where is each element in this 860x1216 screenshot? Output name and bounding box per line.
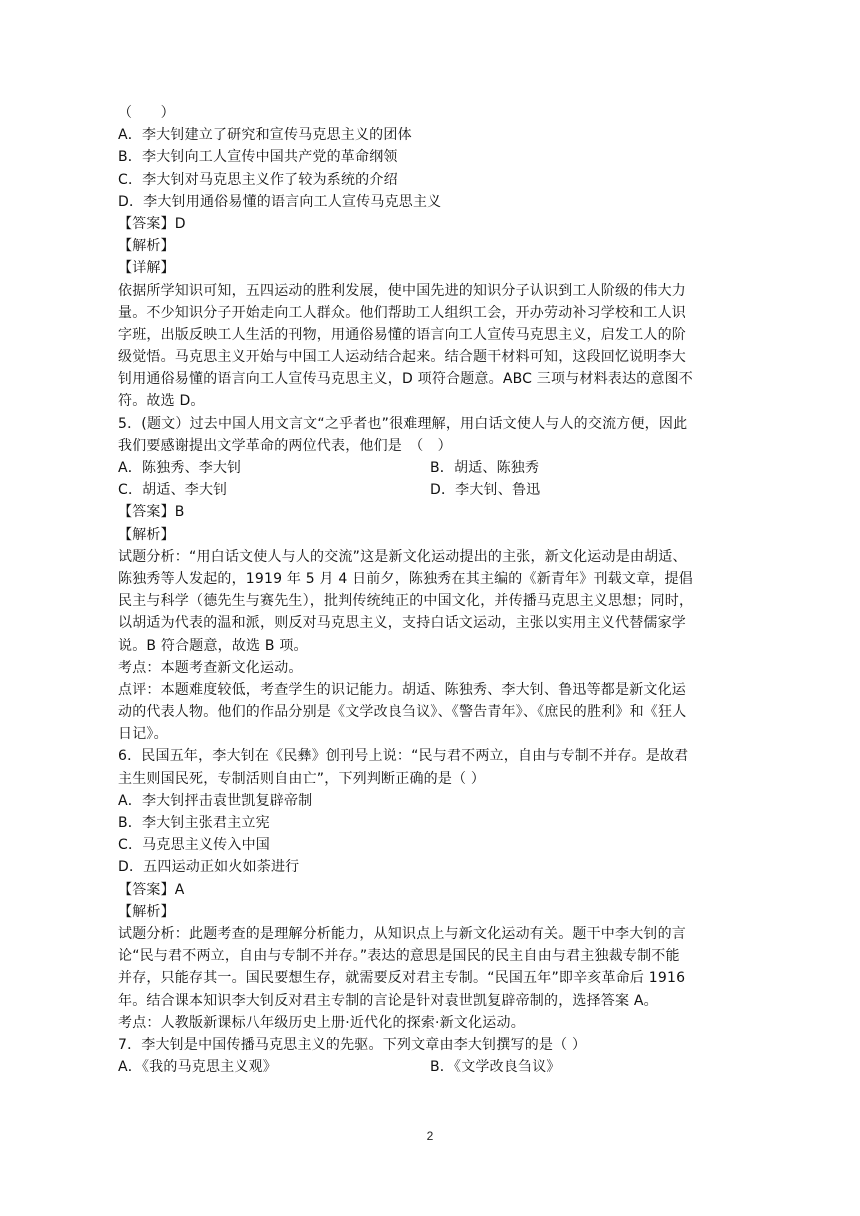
page-number: 2 <box>426 1129 434 1143</box>
q4-detail-label: 【详解】 <box>118 260 175 277</box>
q6-option-b: B．李大钊主张君主立宪 <box>118 815 270 831</box>
q4-detail-line: 量。不少知识分子开始走向工人群众。他们帮助工人组织工会，开办劳动补习学校和工人识 <box>118 304 686 321</box>
q5-options-row <box>118 457 742 479</box>
q5-stem-line: 5．(题文）过去中国人用文言文“之乎者也”很难理解，用白话文使人与人的交流方便，因此 <box>118 415 688 432</box>
q4-detail-line: 符。故选 D。 <box>118 393 205 410</box>
q5-stem-line: 我们要感谢提出文学革命的两位代表，他们是 （ ） <box>118 437 452 454</box>
q5-dianping-line: 点评：本题难度较低，考查学生的识记能力。胡适、陈独秀、李大钊、鲁迅等都是新文化运 <box>118 681 686 698</box>
q4-detail-line: 级觉悟。马克思主义开始与中国工人运动结合起来。结合题干材料可知，这段回忆说明李大 <box>118 349 686 366</box>
q4-detail-line: 钊用通俗易懂的语言向工人宣传马克思主义，D 项符合题意。ABC 三项与材料表达的意图不 <box>118 371 693 388</box>
q6-analysis-line: 年。结合课本知识李大钊反对君主专制的言论是针对袁世凯复辟帝制的，选择答案 A。 <box>118 992 658 1009</box>
q5-options-row <box>118 479 742 501</box>
q5-analysis-line: 民主与科学（德先生与赛先生），批判传统纯正的中国文化，并传播马克思主义思想；同时， <box>118 593 694 610</box>
q7-option-a: A．《我的马克思主义观》 <box>118 1059 277 1076</box>
q5-dianping-line: 动的代表人物。他们的作品分别是《文学改良刍议》、《警告青年》、《庶民的胜利》和《狂人 <box>118 704 687 721</box>
q5-analysis-label: 【解析】 <box>118 526 175 543</box>
q6-analysis-line: 试题分析：此题考查的是理解分析能力，从知识点上与新文化运动有关。题干中李大钊的言 <box>118 925 686 942</box>
q5-option-a: A．陈独秀、李大钊 <box>118 460 242 476</box>
q6-stem-line: 主生则国民死，专制活则自由亡”，下列判断正确的是（ ） <box>118 770 486 787</box>
q4-paren: （ ） <box>118 105 175 121</box>
q5-analysis-line: 说。B 符合题意，故选 B 项。 <box>118 637 308 654</box>
q6-analysis-line: 论“民与君不两立，自由与专制不并存。”表达的意思是国民的民主自由与君主独裁专制不能 <box>118 948 680 965</box>
q4-option-b: B．李大钊向工人宣传中国共产党的革命纲领 <box>118 149 398 166</box>
q7-option-b: B．《文学改良刍议》 <box>430 1059 561 1076</box>
q6-option-a: A．李大钊抨击袁世凯复辟帝制 <box>118 792 313 809</box>
q6-analysis-line: 并存，只能存其一。国民要想生存，就需要反对君主专制。“民国五年”即辛亥革命后 1916 <box>118 970 686 987</box>
q5-kaodian: 考点：本题考查新文化运动。 <box>118 659 303 676</box>
q6-analysis-label: 【解析】 <box>118 903 175 920</box>
q6-kaodian: 考点：人教版新课标八年级历史上册·近代化的探索·新文化运动。 <box>118 1014 525 1031</box>
q5-option-c: C．胡适、李大钊 <box>118 482 228 499</box>
q6-answer: 【答案】A <box>118 881 185 898</box>
q7-stem: 7．李大钊是中国传播马克思主义的先驱。下列文章由李大钊撰写的是（ ） <box>118 1036 587 1053</box>
page-content <box>118 102 742 1078</box>
q4-option-c: C．李大钊对马克思主义作了较为系统的介绍 <box>118 171 398 188</box>
q4-option-a: A．李大钊建立了研究和宣传马克思主义的团体 <box>118 127 412 144</box>
q5-option-d: D．李大钊、鲁迅 <box>430 482 541 499</box>
q5-option-b: B．胡适、陈独秀 <box>430 460 540 476</box>
q6-stem-line: 6．民国五年，李大钊在《民彝》创刊号上说：“民与君不两立，自由与专制不并存。是故君 <box>118 748 689 765</box>
q5-analysis-line: 试题分析：“用白话文使人与人的交流”这是新文化运动提出的主张，新文化运动是由胡适、 <box>118 548 687 565</box>
q4-analysis-label: 【解析】 <box>118 238 175 255</box>
q6-option-c: C．马克思主义传入中国 <box>118 837 270 854</box>
q6-option-d: D．五四运动正如火如荼进行 <box>118 859 300 876</box>
q5-dianping-line: 日记》。 <box>118 726 168 743</box>
q5-analysis-line: 陈独秀等人发起的，1919 年 5 月 4 日前夕，陈独秀在其主编的《新青年》刊载文章，提倡 <box>118 570 693 587</box>
q5-analysis-line: 以胡适为代表的温和派，则反对马克思主义，支持白话文运动，主张以实用主义代替儒家学 <box>118 615 686 632</box>
q4-detail-line: 字班，出版反映工人生活的刊物，用通俗易懂的语言向工人宣传马克思主义，启发工人的阶 <box>118 326 686 343</box>
q4-detail-line: 依据所学知识可知，五四运动的胜利发展，使中国先进的知识分子认识到工人阶级的伟大力 <box>118 282 686 299</box>
q5-answer: 【答案】B <box>118 504 185 521</box>
q4-answer: 【答案】D <box>118 215 186 232</box>
q4-option-d: D．李大钊用通俗易懂的语言向工人宣传马克思主义 <box>118 193 442 210</box>
q7-options-row <box>118 1056 742 1078</box>
